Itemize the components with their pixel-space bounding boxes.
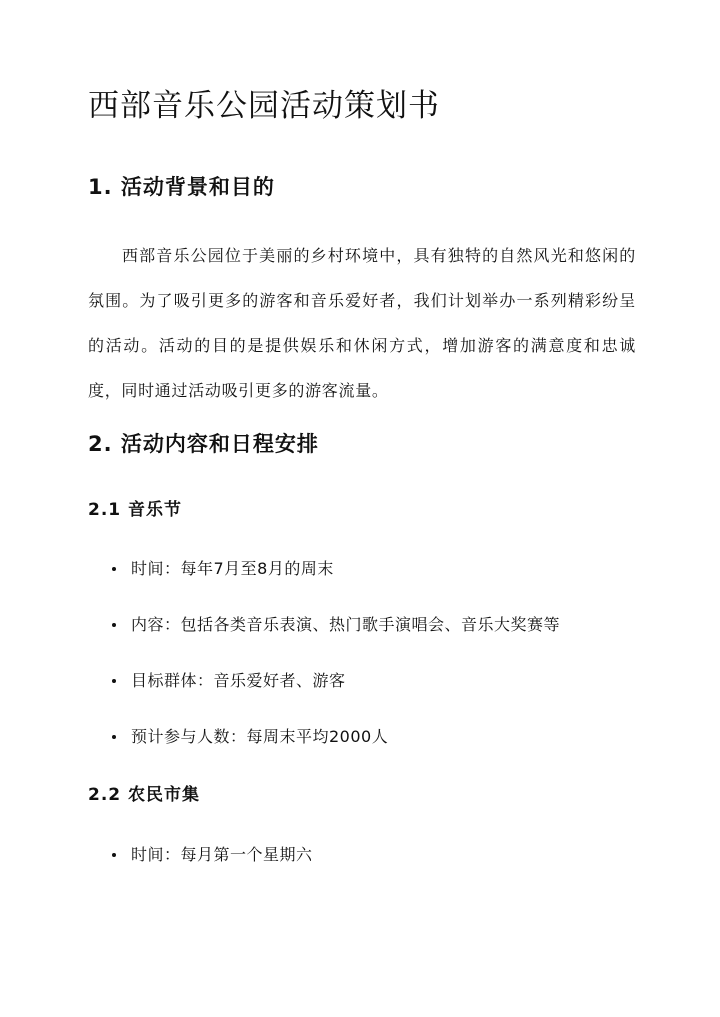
bullet-icon bbox=[112, 735, 116, 739]
list-item bbox=[88, 667, 648, 723]
bullet-icon bbox=[112, 567, 116, 571]
bullet-icon bbox=[112, 623, 116, 627]
list-item bbox=[88, 841, 648, 897]
subsection-2-2-list bbox=[88, 841, 648, 897]
document-title: 西部音乐公园活动策划书 bbox=[88, 88, 440, 124]
section-2-heading: 2. 活动内容和日程安排 bbox=[88, 432, 319, 456]
list-item-text: 预计参与人数：每周末平均2000人 bbox=[131, 727, 389, 746]
subsection-2-2-heading: 2.2 农民市集 bbox=[88, 785, 201, 805]
list-item-text: 目标群体：音乐爱好者、游客 bbox=[131, 671, 346, 690]
list-item-text: 内容：包括各类音乐表演、热门歌手演唱会、音乐大奖赛等 bbox=[131, 615, 561, 634]
list-item bbox=[88, 723, 648, 779]
list-item bbox=[88, 555, 648, 611]
list-item bbox=[88, 611, 648, 667]
subsection-2-1-heading: 2.1 音乐节 bbox=[88, 500, 183, 520]
section-1-heading: 1. 活动背景和目的 bbox=[88, 175, 275, 199]
bullet-icon bbox=[112, 679, 116, 683]
subsection-2-1-list bbox=[88, 555, 648, 779]
section-1-paragraph: 西部音乐公园位于美丽的乡村环境中，具有独特的自然风光和悠闲的氛围。为了吸引更多的游客和音乐爱好者，我们计划举办一系列精彩纷呈的活动。活动的目的是提供娱乐和休闲方式，增加游客的满意度和忠诚度，同时通过活动吸引更多的游客流量。 bbox=[88, 246, 636, 400]
bullet-icon bbox=[112, 853, 116, 857]
list-item-text: 时间：每年7月至8月的周末 bbox=[131, 559, 334, 578]
list-item-text: 时间：每月第一个星期六 bbox=[131, 845, 313, 864]
